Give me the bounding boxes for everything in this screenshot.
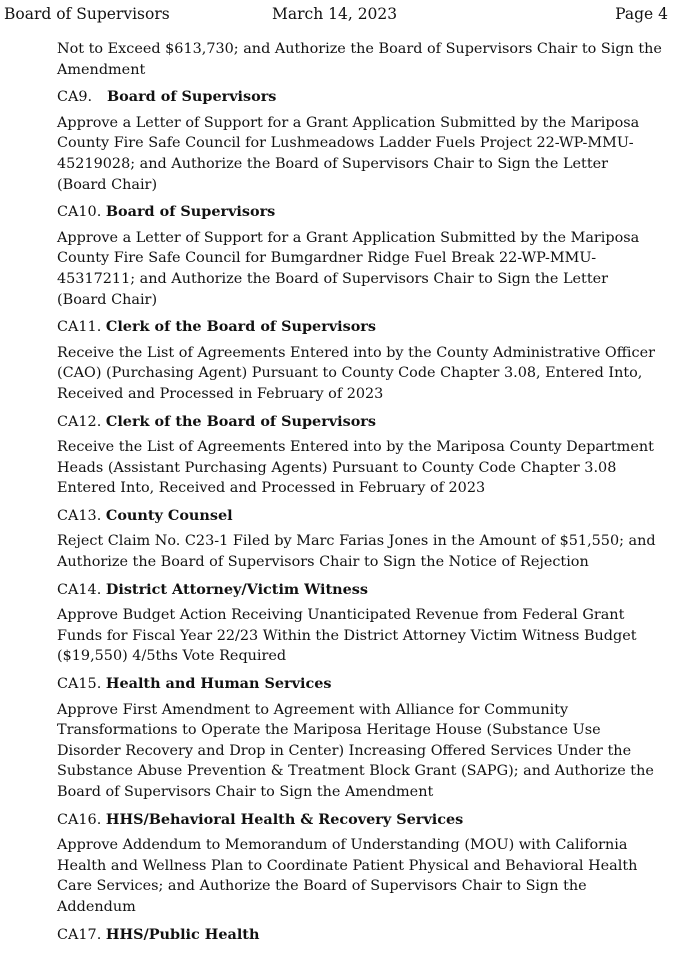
- continued-item-text: Not to Exceed $613,730; and Authorize the Board of Supervisors Chair to Sign the Amendment: [57, 41, 662, 78]
- agenda-content: [57, 39, 662, 950]
- agenda-item-department: County Counsel: [105, 506, 233, 524]
- agenda-item-ca14: [57, 580, 662, 667]
- agenda-item-heading: [57, 87, 662, 108]
- agenda-item-description: Reject Claim No. C23-1 Filed by Marc Farias Jones in the Amount of $51,550; and Authorize the Board of Supervisors Chair to Sign the Notice of Rejection: [57, 533, 656, 571]
- agenda-item-number: CA17.: [57, 926, 102, 943]
- agenda-item-number: CA14.: [57, 581, 102, 598]
- agenda-item-heading: [57, 925, 662, 946]
- agenda-item-department: Clerk of the Board of Supervisors: [105, 318, 376, 336]
- agenda-item-description: Receive the List of Agreements Entered into by the County Administrative Officer (CAO) (Purchasing Agent) Pursuant to County Code Chapter 3.08, Entered Into, Received and Processed in February of 2023: [57, 344, 655, 402]
- agenda-item-department: Health and Human Services: [105, 675, 332, 693]
- agenda-item-ca9: [57, 87, 662, 195]
- agenda-item-description: Approve Budget Action Receiving Unanticipated Revenue from Federal Grant Funds for Fiscal Year 22/23 Within the District Attorney Victim Witness Budget ($19,550) 4/5ths Vote Required: [57, 607, 637, 665]
- agenda-item-number: CA11.: [57, 319, 102, 336]
- agenda-item-description: Receive the List of Agreements Entered into by the Mariposa County Department Heads (Assistant Purchasing Agents) Pursuant to County Code Chapter 3.08 Entered Into, Received and Processed in February of 2023: [57, 439, 654, 497]
- agenda-item-ca10: [57, 202, 662, 310]
- agenda-item-number: CA15.: [57, 676, 102, 693]
- agenda-item-number: CA16.: [57, 811, 102, 828]
- agenda-item-description: Approve a Letter of Support for a Grant Application Submitted by the Mariposa County Fire Safe Council for Lushmeadows Ladder Fuels Project 22-WP-MMU-45219028; and Authorize the Board of Supervisors Chair to Sign the Letter (Board Chair): [57, 114, 640, 193]
- agenda-item-department: Board of Supervisors: [107, 88, 277, 106]
- agenda-item-department: District Attorney/Victim Witness: [105, 580, 368, 598]
- agenda-item-ca13: [57, 506, 662, 573]
- agenda-item-number: CA13.: [57, 507, 102, 524]
- agenda-item-description: Approve Addendum to Memorandum of Understanding (MOU) with California Health and Wellness Plan to Coordinate Patient Physical and Behavioral Health Care Services; and Authorize the Board of Supervisors Chair to Sign the Addendum: [57, 837, 638, 915]
- agenda-item-heading: [57, 412, 662, 433]
- header-meeting-date: March 14, 2023: [272, 5, 398, 23]
- agenda-item-heading: [57, 317, 662, 338]
- agenda-item-department: Clerk of the Board of Supervisors: [105, 412, 376, 430]
- agenda-item-heading: [57, 674, 662, 695]
- page-header: [0, 4, 680, 24]
- agenda-item-ca12: [57, 412, 662, 499]
- agenda-item-ca16: [57, 810, 662, 918]
- agenda-item-description: Approve a Letter of Support for a Grant Application Submitted by the Mariposa County Fire Safe Council for Bumgardner Ridge Fuel Break 22-WP-MMU-45317211; and Authorize the Board of Supervisors Chair to Sign the Letter (Board Chair): [57, 229, 640, 308]
- agenda-item-ca15: [57, 674, 662, 803]
- agenda-item-department: HHS/Public Health: [105, 925, 260, 943]
- agenda-item-ca17: [57, 925, 662, 946]
- agenda-item-heading: [57, 580, 662, 601]
- agenda-item-heading: [57, 202, 662, 223]
- agenda-item-department: Board of Supervisors: [105, 203, 276, 221]
- agenda-item-heading: [57, 506, 662, 527]
- agenda-item-description: Approve First Amendment to Agreement with Alliance for Community Transformations to Operate the Mariposa Heritage House (Substance Use Disorder Recovery and Drop in Center) Increasing Offered Services Under the Substance Abuse Prevention & Treatment Block Grant (SAPG); and Authorize the Board of Supervisors Chair to Sign the Amendment: [57, 701, 654, 800]
- agenda-item-number: CA9.: [57, 89, 93, 106]
- agenda-item-heading: [57, 810, 662, 831]
- agenda-item-ca11: [57, 317, 662, 404]
- agenda-item-number: CA10.: [57, 204, 102, 221]
- agenda-item-number: CA12.: [57, 413, 102, 430]
- agenda-item-department: HHS/Behavioral Health & Recovery Services: [105, 810, 464, 828]
- header-page-number: Page 4: [615, 5, 668, 23]
- header-board-name: Board of Supervisors: [4, 5, 170, 23]
